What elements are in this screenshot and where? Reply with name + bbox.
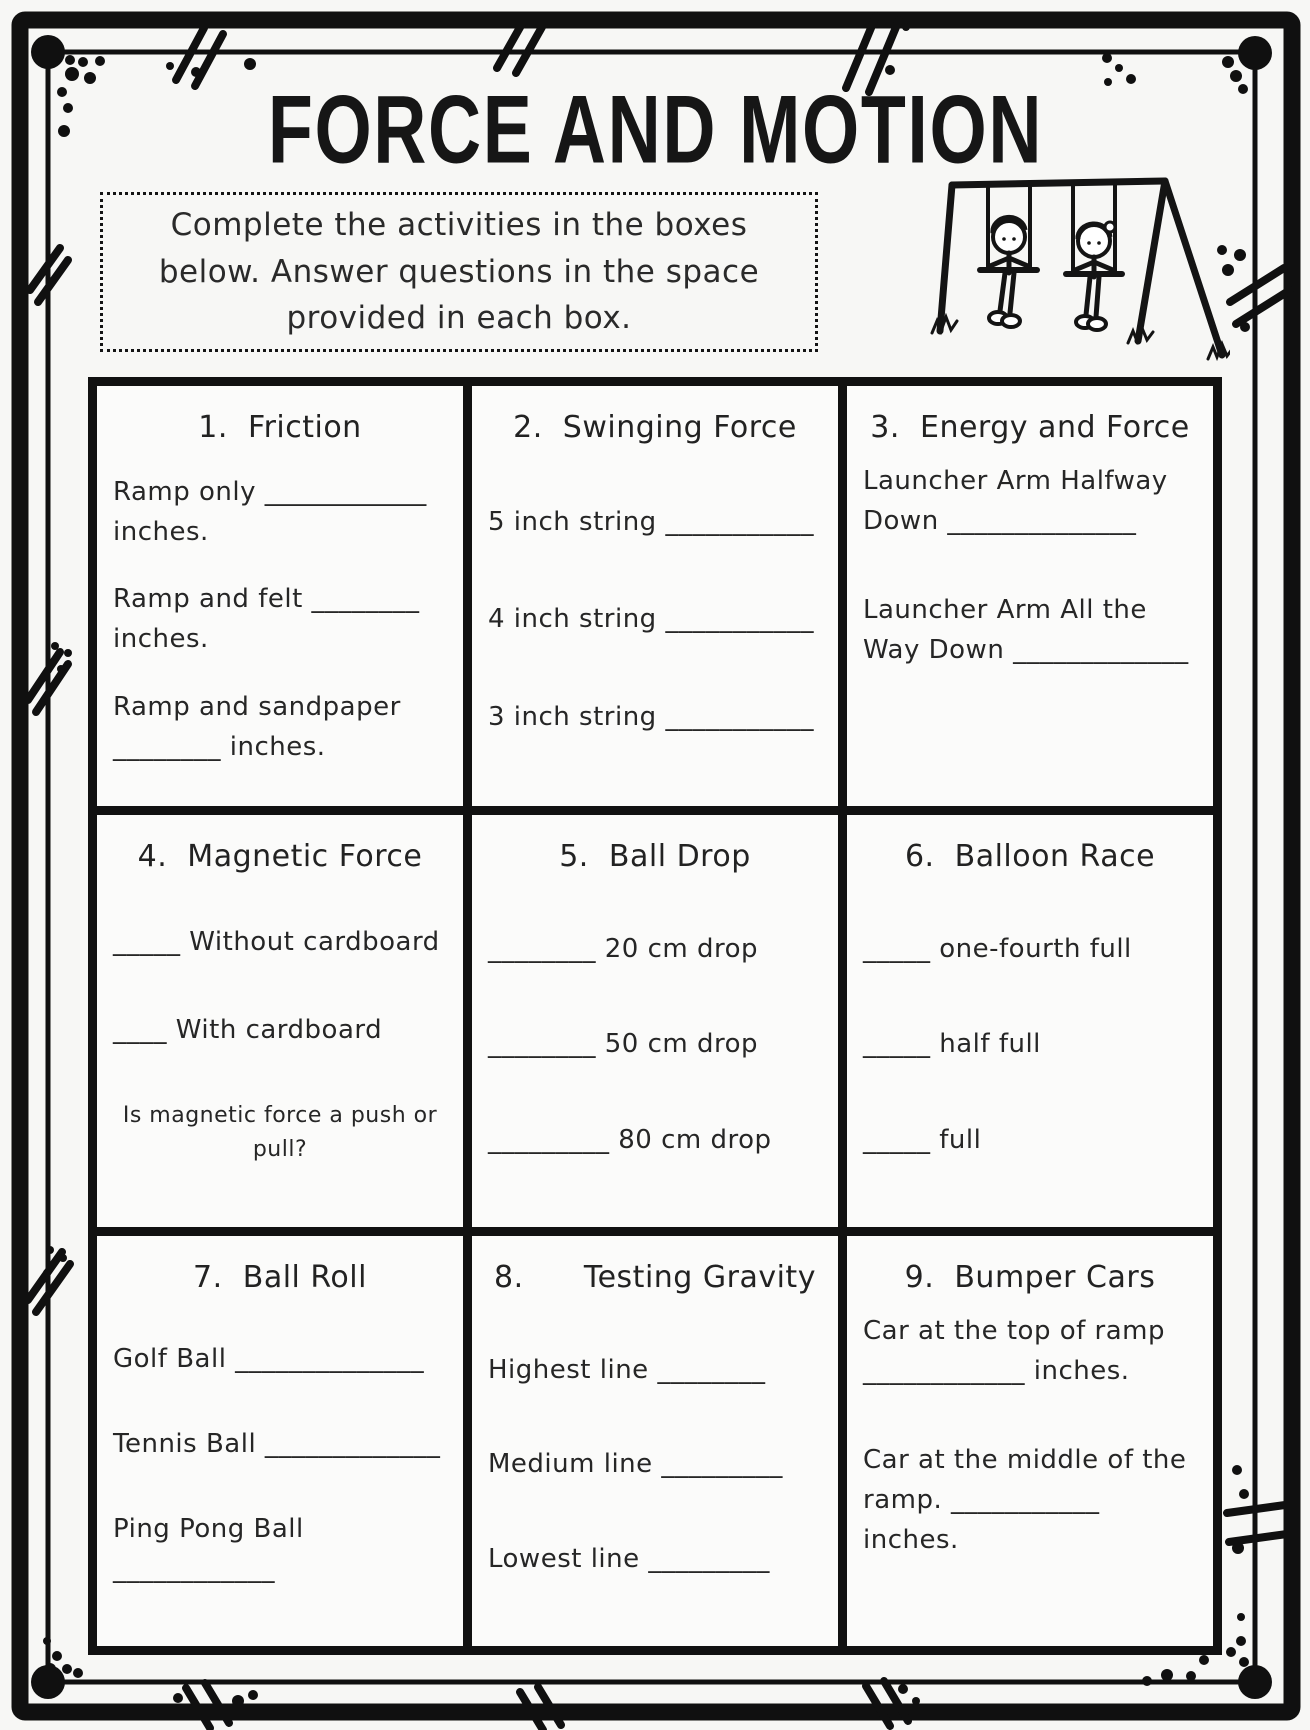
activity-line: Lowest line _________ [488,1544,770,1575]
slash-mark [497,22,542,73]
activity-line: _____ one-fourth full [863,934,1132,965]
page-title: FORCE AND MOTION [267,76,1043,184]
activity-box-8-testing-gravity [472,1236,838,1646]
activity-line: Car at the middle of the ramp. ___________ inches. [863,1444,1187,1556]
activity-box-5-ball-drop [472,815,838,1227]
activity-line: _____ full [863,1124,982,1155]
activity-line: Car at the top of ramp ____________ inches. [863,1316,1166,1387]
activity-line: Launcher Arm Halfway Down ______________ [863,466,1168,537]
activity-line: Ping Pong Ball ____________ [113,1513,304,1585]
slash-mark [1230,268,1290,324]
activity-line: _____ Without cardboard [113,927,440,958]
instructions-text: Complete the activities in the boxes below. Answer questions in the space provided in each box. [158,207,760,337]
activity-title: 9. Bumper Cars [904,1260,1156,1295]
activity-line: 4 inch string ___________ [488,604,814,635]
activity-line: ____ With cardboard [113,1015,383,1046]
corner-dot [31,35,65,69]
activity-title: 8. Testing Gravity [494,1260,816,1295]
activity-line: _____ half full [863,1029,1041,1060]
activity-line: Ramp only ____________ inches. [113,476,427,548]
slash-mark [28,1252,70,1312]
corner-dot [1238,1665,1272,1699]
activity-question: Is magnetic force a push or pull? [122,1102,438,1162]
activity-line: Ramp and felt ________ inches. [113,584,420,655]
activity-title: 2. Swinging Force [513,410,797,445]
activity-box-1-friction [97,386,463,806]
activity-box-7-ball-roll [97,1236,463,1646]
activity-box-4-magnetic-force [97,815,463,1227]
activity-box-6-balloon-race [847,815,1213,1227]
activity-box-3-energy-and-force [847,386,1213,806]
activity-line: Launcher Arm All the Way Down _____________ [863,594,1189,665]
activity-line: Golf Ball ______________ [113,1344,425,1375]
activity-line: 3 inch string ___________ [488,701,814,732]
swing-set-clipart [930,163,1230,368]
activity-title: 3. Energy and Force [870,410,1190,445]
corner-dot [1238,36,1272,70]
activity-box-9-bumper-cars [847,1236,1213,1646]
activity-title: 7. Ball Roll [193,1260,367,1295]
slash-mark [866,1681,908,1726]
activity-line: Highest line ________ [488,1354,766,1385]
slash-mark [30,248,68,302]
activity-line: ________ 20 cm drop [488,934,759,965]
activity-line: 5 inch string ___________ [488,507,814,538]
corner-dot [31,1665,65,1699]
activity-line: Ramp and sandpaper ________ inches. [113,691,401,762]
activity-title: 4. Magnetic Force [137,839,423,874]
slash-mark [1227,1505,1287,1542]
instructions-box [100,192,818,352]
slash-mark [28,652,68,712]
activity-title: 5. Ball Drop [559,839,751,874]
activity-line: _________ 80 cm drop [488,1124,772,1155]
activity-line: Medium line _________ [488,1449,783,1480]
activity-grid [88,377,1222,1655]
activity-title: 1. Friction [198,410,362,445]
slash-mark [186,1683,229,1728]
activity-box-2-swinging-force [472,386,838,806]
activity-title: 6. Balloon Race [904,839,1156,874]
activity-line: ________ 50 cm drop [488,1029,759,1060]
slash-mark [520,1687,561,1730]
activity-line: Tennis Ball _____________ [113,1429,441,1460]
